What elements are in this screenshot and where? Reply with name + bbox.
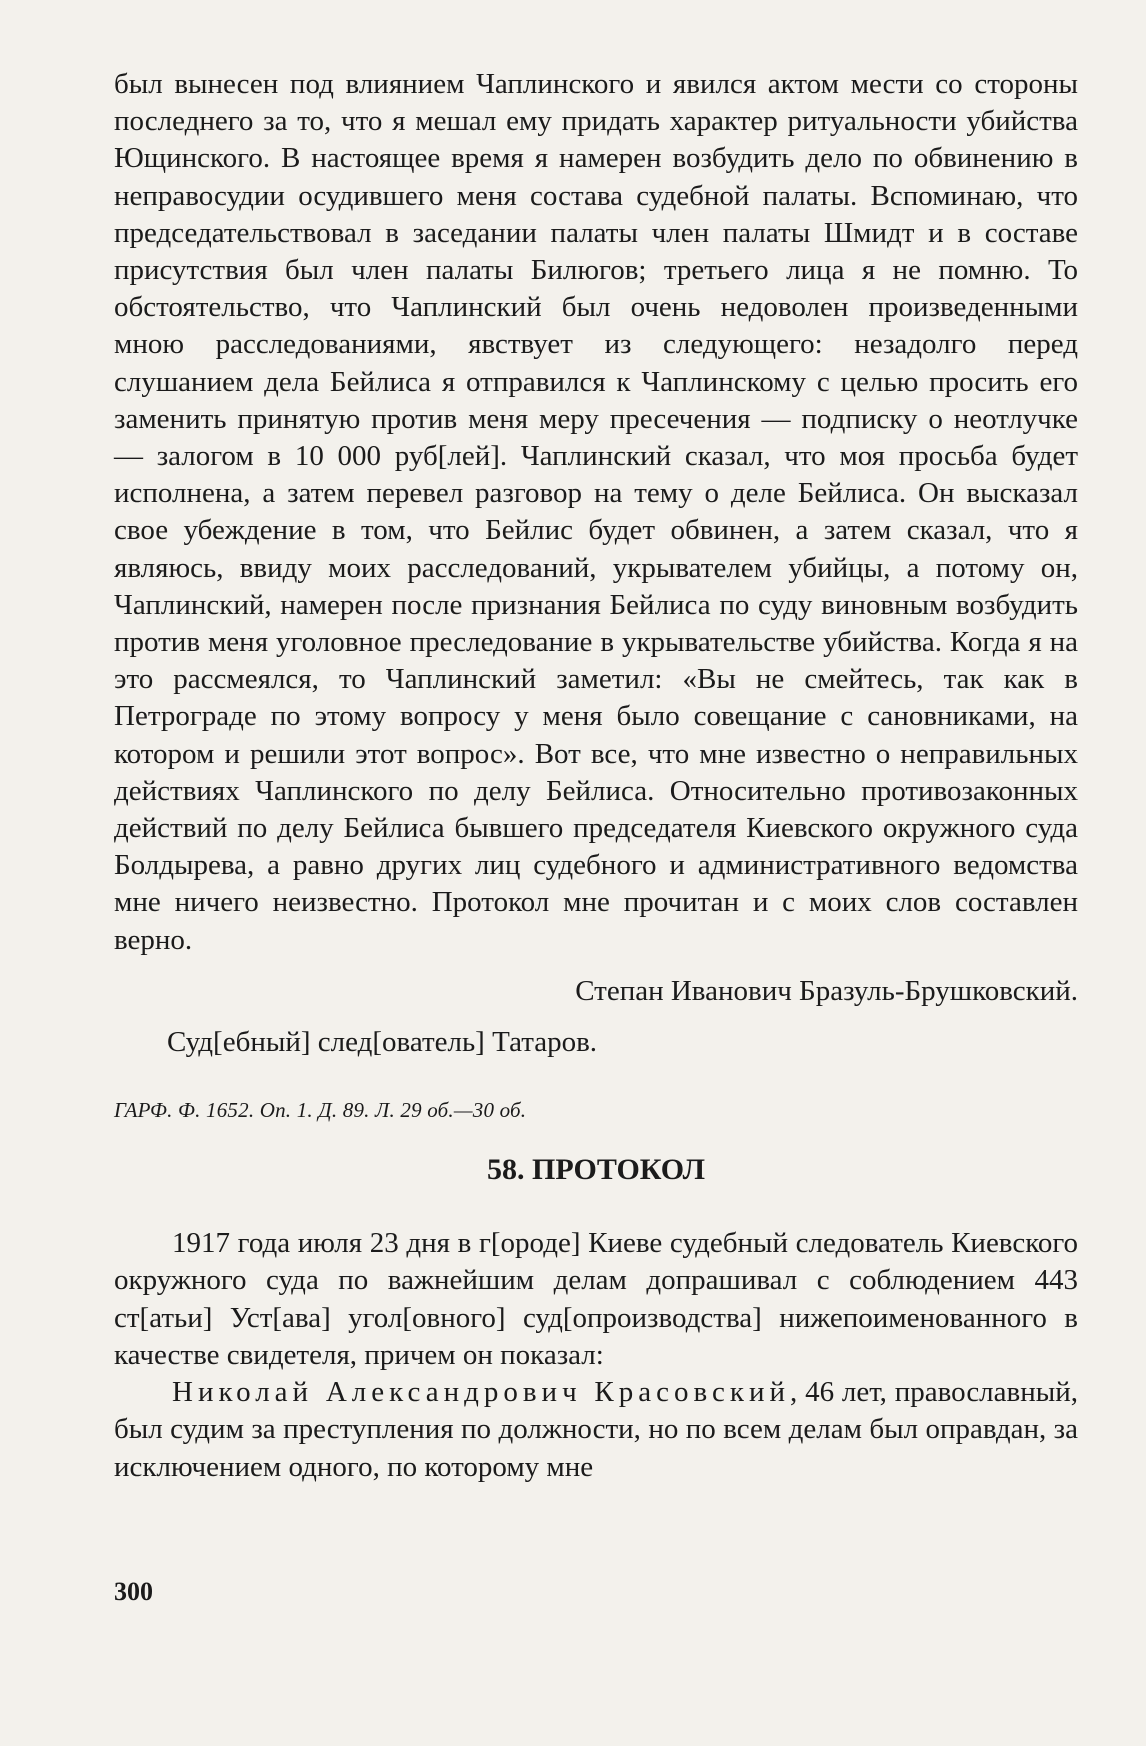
- intro-paragraph: 1917 года июля 23 дня в г[ороде] Киеве судебный следователь Киевского окружного суда по важнейшим делам допрашивал с соблюдением 443 ст[атьи] Уст[ава] угол[овного] суд[опроизводства] нижепоименованного в качестве свидетеля, причем он показал:: [114, 1227, 1078, 1371]
- testimony-paragraph: [114, 1374, 1078, 1486]
- page-number: 300: [114, 1577, 153, 1606]
- protocol-text: [114, 1225, 1078, 1485]
- continuation-paragraph: был вынесен под влиянием Чаплинского и явился актом мести со стороны последнего за то, что я мешал ему придать характер ритуальности убийства Ющинского. В настоящее время я намерен возбудить дело по обвинению в неправосудии осудившего меня состава судебной палаты. Вспоминаю, что председательствовал в заседании палаты член палаты Шмидт и в составе присутствия был член палаты Билюгов; третьего лица я не помню. То обстоятельство, что Чаплинский был очень недоволен произведенными мною расследованиями, явствует из следующего: незадолго перед слушанием дела Бейлиса я отправился к Чаплинскому с целью просить его заменить принятую против меня меру пресечения — подписку о неотлучке — залогом в 10 000 руб[лей]. Чаплинский сказал, что моя просьба будет исполнена, а затем перевел разговор на тему о деле Бейлиса. Он высказал свое убеждение в том, что Бейлис будет обвинен, а затем сказал, что я являюсь, ввиду моих расследований, укрывателем убийцы, а потому он, Чаплинский, намерен после признания Бейлиса по суду виновным возбудить против меня уголовное преследование в укрывательстве убийства. Когда я на это рассмеялся, то Чаплинский заметил: «Вы не смейтесь, так как в Петрограде по этому вопросу у меня было совещание с сановниками, на котором и решили этот вопрос». Вот все, что мне известно о неправильных действиях Чаплинского по делу Бейлиса. Относительно противозаконных действий по делу Бейлиса бывшего председателя Киевского окружного суда Болдырева, а равно других лиц судебного и административного ведомства мне ничего неизвестно. Протокол мне прочитан и с моих слов составлен верно.: [114, 68, 1078, 956]
- document-heading: 58. ПРОТОКОЛ: [487, 1153, 705, 1187]
- archive-reference: ГАРФ. Ф. 1652. Оп. 1. Д. 89. Л. 29 об.—30 об.: [114, 1098, 527, 1123]
- witness-signature: Степан Иванович Бразуль-Брушковский.: [575, 974, 1078, 1007]
- testimony-start: , 46 лет, православный, был судим за преступления по должности, но по всем делам был оправдан, за исключением одного, по которому мне: [114, 1376, 1078, 1483]
- main-text: [114, 66, 1078, 959]
- investigator-signature: Суд[ебный] след[ователь] Татаров.: [167, 1026, 598, 1059]
- witness-name: Николай Александрович Красовский: [172, 1376, 791, 1409]
